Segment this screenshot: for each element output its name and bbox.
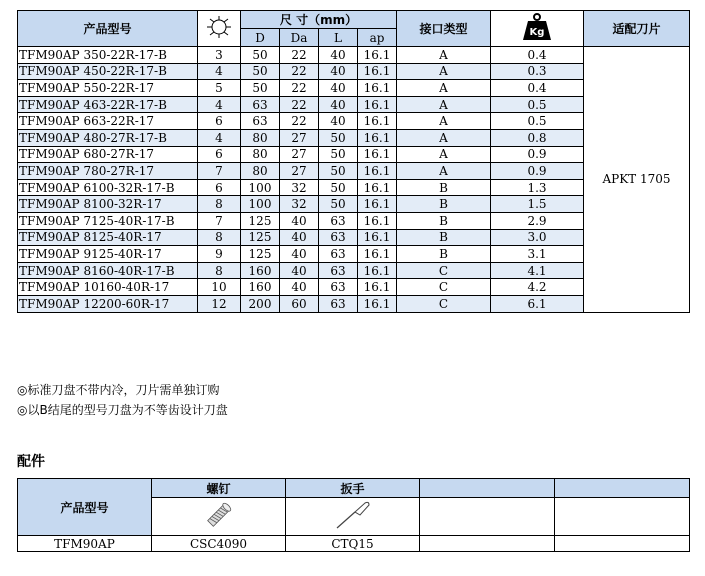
cell-D: 100	[241, 179, 280, 196]
cell-z: 4	[198, 63, 241, 80]
header-weight	[491, 11, 584, 47]
cell-ap: 16.1	[358, 129, 397, 146]
cell-L: 63	[319, 279, 358, 296]
cell-z: 8	[198, 196, 241, 213]
cell-L: 63	[319, 212, 358, 229]
weight-kg-icon	[520, 13, 554, 41]
table-row	[18, 47, 690, 64]
cell-type: B	[397, 229, 491, 246]
cell-kg: 3.1	[491, 246, 584, 263]
cell-Da: 22	[280, 96, 319, 113]
cell-ap: 16.1	[358, 80, 397, 97]
cell-L: 50	[319, 163, 358, 180]
cell-ap: 16.1	[358, 146, 397, 163]
cell-D: 160	[241, 279, 280, 296]
cell-D: 100	[241, 196, 280, 213]
cell-D: 80	[241, 146, 280, 163]
acc-header-wrench: 扳手	[286, 479, 420, 498]
acc-empty-cell-2	[555, 498, 690, 536]
cell-z: 6	[198, 179, 241, 196]
acc-header-model: 产品型号	[18, 479, 152, 536]
cell-D: 50	[241, 63, 280, 80]
cell-type: B	[397, 196, 491, 213]
accessories-table	[17, 478, 690, 552]
cell-insert: APKT 1705	[584, 47, 690, 313]
cell-type: A	[397, 163, 491, 180]
cell-D: 63	[241, 96, 280, 113]
cell-L: 40	[319, 80, 358, 97]
cell-type: B	[397, 246, 491, 263]
cell-D: 50	[241, 47, 280, 64]
cell-L: 50	[319, 146, 358, 163]
cell-type: C	[397, 262, 491, 279]
cell-kg: 0.8	[491, 129, 584, 146]
cell-model: TFM90AP 550-22R-17	[18, 80, 198, 97]
acc-wrench-value: CTQ15	[286, 536, 420, 552]
cell-L: 63	[319, 229, 358, 246]
cell-Da: 40	[280, 262, 319, 279]
cell-D: 160	[241, 262, 280, 279]
cell-model: TFM90AP 780-27R-17	[18, 163, 198, 180]
acc-empty-cell-1	[420, 498, 555, 536]
header-Da: Da	[280, 29, 319, 47]
cell-ap: 16.1	[358, 246, 397, 263]
cell-kg: 0.9	[491, 163, 584, 180]
accessories-title: 配件	[17, 454, 45, 470]
cell-D: 125	[241, 246, 280, 263]
acc-screw-value: CSC4090	[152, 536, 286, 552]
cell-z: 6	[198, 146, 241, 163]
teeth-count-icon	[205, 15, 233, 39]
cell-model: TFM90AP 463-22R-17-B	[18, 96, 198, 113]
cell-L: 50	[319, 196, 358, 213]
cell-z: 12	[198, 295, 241, 312]
cell-D: 200	[241, 295, 280, 312]
cell-L: 63	[319, 246, 358, 263]
cell-model: TFM90AP 480-27R-17-B	[18, 129, 198, 146]
weight-label: Kg	[529, 27, 545, 38]
header-ap: ap	[358, 29, 397, 47]
cell-Da: 27	[280, 146, 319, 163]
cell-L: 63	[319, 295, 358, 312]
cell-Da: 32	[280, 179, 319, 196]
cell-kg: 1.3	[491, 179, 584, 196]
cell-D: 125	[241, 229, 280, 246]
cell-Da: 22	[280, 80, 319, 97]
cell-kg: 1.5	[491, 196, 584, 213]
cell-Da: 60	[280, 295, 319, 312]
cell-z: 3	[198, 47, 241, 64]
cell-type: B	[397, 179, 491, 196]
cell-ap: 16.1	[358, 63, 397, 80]
cell-kg: 0.5	[491, 96, 584, 113]
cell-L: 40	[319, 113, 358, 130]
cell-Da: 22	[280, 47, 319, 64]
cell-ap: 16.1	[358, 163, 397, 180]
cell-Da: 22	[280, 63, 319, 80]
cell-Da: 40	[280, 279, 319, 296]
cell-kg: 0.4	[491, 47, 584, 64]
cell-Da: 40	[280, 246, 319, 263]
header-L: L	[319, 29, 358, 47]
cell-Da: 22	[280, 113, 319, 130]
header-insert: 适配刀片	[584, 11, 690, 47]
cell-model: TFM90AP 9125-40R-17	[18, 246, 198, 263]
cell-type: A	[397, 63, 491, 80]
cell-model: TFM90AP 7125-40R-17-B	[18, 212, 198, 229]
cell-z: 8	[198, 229, 241, 246]
cell-D: 80	[241, 163, 280, 180]
cell-L: 50	[319, 179, 358, 196]
acc-screw-image-cell	[152, 498, 286, 536]
cell-Da: 27	[280, 163, 319, 180]
cell-ap: 16.1	[358, 279, 397, 296]
cell-kg: 0.4	[491, 80, 584, 97]
cell-model: TFM90AP 8125-40R-17	[18, 229, 198, 246]
acc-header-screw: 螺钉	[152, 479, 286, 498]
cell-type: A	[397, 47, 491, 64]
cell-model: TFM90AP 6100-32R-17-B	[18, 179, 198, 196]
screw-icon	[199, 498, 239, 532]
acc-model-value: TFM90AP	[18, 536, 152, 552]
header-dimensions: 尺 寸（mm）	[241, 11, 397, 29]
acc-header-empty-1	[420, 479, 555, 498]
cell-Da: 40	[280, 212, 319, 229]
cell-ap: 16.1	[358, 196, 397, 213]
cell-L: 40	[319, 96, 358, 113]
cell-z: 5	[198, 80, 241, 97]
cell-Da: 27	[280, 129, 319, 146]
cell-model: TFM90AP 663-22R-17	[18, 113, 198, 130]
cell-ap: 16.1	[358, 229, 397, 246]
cell-kg: 4.1	[491, 262, 584, 279]
cell-D: 80	[241, 129, 280, 146]
screwdriver-icon	[331, 498, 375, 532]
cell-ap: 16.1	[358, 262, 397, 279]
cell-ap: 16.1	[358, 179, 397, 196]
product-spec-table	[17, 10, 690, 313]
cell-z: 6	[198, 113, 241, 130]
cell-L: 63	[319, 262, 358, 279]
cell-ap: 16.1	[358, 113, 397, 130]
cell-type: B	[397, 212, 491, 229]
cell-type: A	[397, 129, 491, 146]
cell-model: TFM90AP 12200-60R-17	[18, 295, 198, 312]
cell-D: 125	[241, 212, 280, 229]
header-model: 产品型号	[18, 11, 198, 47]
cell-z: 4	[198, 129, 241, 146]
cell-L: 40	[319, 47, 358, 64]
cell-type: C	[397, 295, 491, 312]
acc-header-empty-2	[555, 479, 690, 498]
header-teeth	[198, 11, 241, 47]
note-line-2: ◎以B结尾的型号刀盘为不等齿设计刀盘	[17, 403, 228, 417]
cell-ap: 16.1	[358, 295, 397, 312]
cell-z: 4	[198, 96, 241, 113]
cell-kg: 4.2	[491, 279, 584, 296]
note-line-1: ◎标准刀盘不带内冷，刀片需单独订购	[17, 383, 220, 397]
cell-z: 9	[198, 246, 241, 263]
cell-model: TFM90AP 450-22R-17-B	[18, 63, 198, 80]
cell-type: A	[397, 146, 491, 163]
cell-ap: 16.1	[358, 47, 397, 64]
acc-empty-value-2	[555, 536, 690, 552]
cell-L: 40	[319, 63, 358, 80]
cell-z: 10	[198, 279, 241, 296]
cell-kg: 3.0	[491, 229, 584, 246]
cell-z: 8	[198, 262, 241, 279]
cell-kg: 0.3	[491, 63, 584, 80]
cell-D: 63	[241, 113, 280, 130]
cell-D: 50	[241, 80, 280, 97]
cell-ap: 16.1	[358, 96, 397, 113]
header-interface: 接口类型	[397, 11, 491, 47]
cell-z: 7	[198, 163, 241, 180]
cell-kg: 2.9	[491, 212, 584, 229]
header-D: D	[241, 29, 280, 47]
cell-Da: 40	[280, 229, 319, 246]
acc-wrench-image-cell	[286, 498, 420, 536]
cell-kg: 0.5	[491, 113, 584, 130]
cell-model: TFM90AP 350-22R-17-B	[18, 47, 198, 64]
cell-kg: 6.1	[491, 295, 584, 312]
cell-Da: 32	[280, 196, 319, 213]
cell-type: A	[397, 80, 491, 97]
cell-ap: 16.1	[358, 212, 397, 229]
cell-type: A	[397, 96, 491, 113]
cell-L: 50	[319, 129, 358, 146]
cell-type: C	[397, 279, 491, 296]
cell-model: TFM90AP 10160-40R-17	[18, 279, 198, 296]
cell-model: TFM90AP 680-27R-17	[18, 146, 198, 163]
acc-empty-value-1	[420, 536, 555, 552]
cell-z: 7	[198, 212, 241, 229]
cell-model: TFM90AP 8100-32R-17	[18, 196, 198, 213]
cell-type: A	[397, 113, 491, 130]
cell-model: TFM90AP 8160-40R-17-B	[18, 262, 198, 279]
cell-kg: 0.9	[491, 146, 584, 163]
